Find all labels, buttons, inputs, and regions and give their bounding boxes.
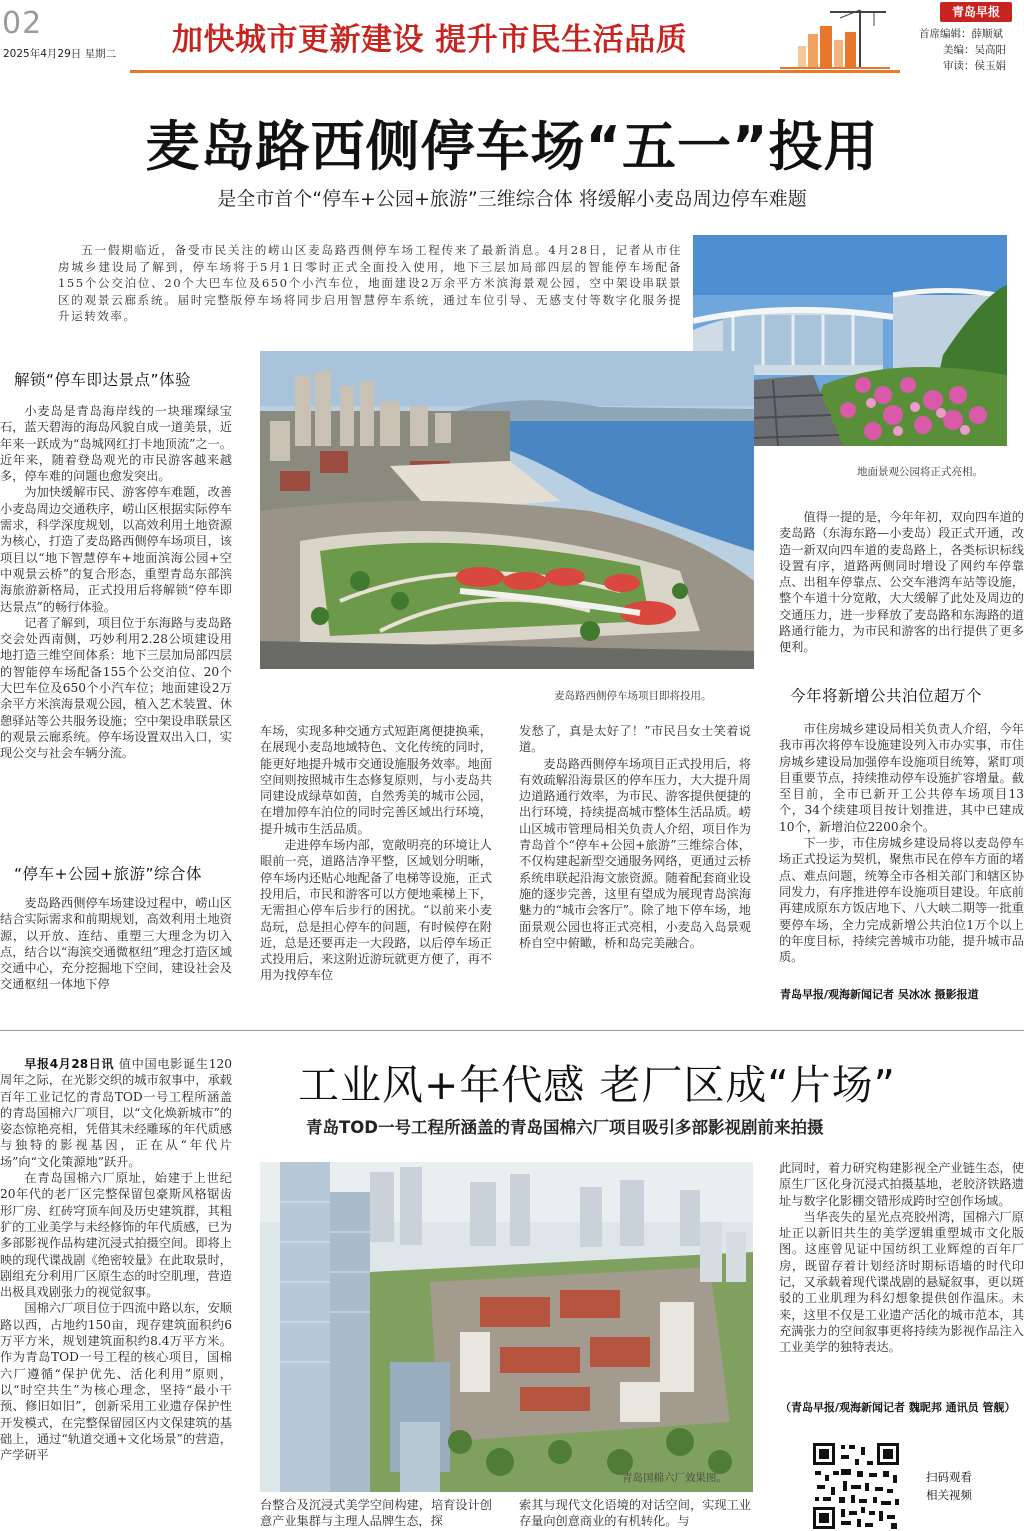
article1-subheadline: 是全市首个“停车+公园+旅游”三维综合体 将缓解小麦岛周边停车难题 — [217, 188, 807, 210]
page-number: 02 — [2, 6, 43, 41]
article1-col1b — [0, 895, 232, 993]
masthead — [0, 0, 1024, 74]
designer-credit: 美编：吴高阳 — [943, 44, 1006, 56]
article1-col1-p2: 为加快缓解市民、游客停车难题，改善小麦岛周边交通秩序，崂山区根据实际停车需求，科学深度规划，以高效利用土地资源为核心，打造了麦岛路西侧停车场项目，该项目以“地下智慧停车+地面滨海公园+空中观景云桥”的复合形态，重塑青岛东部滨海旅游新格局，正式投用后将解锁“停车即达景点”的畅行体验。 — [0, 485, 232, 614]
article2-col4 — [779, 1160, 1024, 1356]
section-title-experience: 解锁“停车即达景点”体验 — [14, 371, 192, 389]
article2-col4-p2: 当华丧失的星光点亮胶州湾，国棉六厂原址正以新旧共生的美学逻辑重塑城市文化版图。这座曾见证中国纺织工业辉煌的百年厂房，既留存着计划经济时期标语墙的时代印记，又承载着现代谍战剧的悬疑叙事，更以斑驳的工业肌理为科幻想象提供创作温床。未来，这里不仅是工业遗产活化的城市范本，其充满张力的空间叙事更将持续为影视作品注入工业美学的独特表达。 — [779, 1209, 1024, 1355]
section-title-new-spaces: 今年将新增公共泊位超万个 — [790, 687, 983, 705]
article1-col2 — [260, 723, 492, 984]
article1-lead: 五一假期临近，备受市民关注的崂山区麦岛路西侧停车场工程传来了最新消息。4月28日，记者从市住房城乡建设局了解到，停车场将于5月1日零时正式全面投入使用，地下三层加局部四层的智能停车场配备155个公交泊位、20个大巴车位及650个小汽车位，地面建设2万余平方米滨海景观公园，空中架设串联景区的观景云廊系统。届时完整版停车场将同步启用智慧停车系统，通过车位引导、无感支付等数字化服务提升运转效率。 — [58, 243, 682, 324]
qr-label-line2: 相关视频 — [926, 1488, 972, 1502]
article1-col1b-p1: 麦岛路西侧停车场建设过程中，崂山区结合实际需求和前期规划，高效利用土地资源，以开放、连结、重塑三大理念为切入点，结合以“海滨交通微枢纽”理念打造区域交通中心，充分挖掘地下空间，建设社会及交通枢纽一体地下停 — [0, 896, 232, 992]
article1-col3-p1: 发愁了，真是太好了！”市民吕女士笑着说道。 — [519, 724, 751, 755]
article1-col4-p1: 值得一提的是，今年年初，双向四车道的麦岛路（东海东路—小麦岛）段正式开通，改造一新双向四车道的麦岛路上，各类标识标线设置有序，道路两侧同时增设了网约车停靠点、出租车停靠点、公交车港湾车站等设施，整个车道十分宽敞，大大缓解了此处及周边的交通压力，进一步释放了麦岛路和东海路的道路通行能力，为市民和游客的出行提供了更多便利。 — [779, 510, 1024, 655]
article1-col4b — [779, 721, 1024, 965]
article1-col1 — [0, 403, 232, 762]
article1-col4 — [779, 509, 1024, 656]
article2-headline: 工业风+年代感 老厂区成“片场” — [298, 1061, 896, 1109]
banner-title: 加快城市更新建设 提升市民生活品质 — [172, 22, 688, 58]
proofreader-credit: 审读：侯玉娟 — [943, 60, 1006, 72]
article2-dateline: 早报4月28日讯 — [24, 1057, 115, 1071]
article1-col3 — [519, 723, 751, 951]
crane-skyline-icon — [780, 4, 890, 70]
article2-col1 — [0, 1056, 232, 1463]
article2-lead-p1 — [0, 1056, 232, 1170]
article2-col4-p1: 此同时，着力研究构建影视全产业链生态，使原生厂区化身沉浸式拍摄基地，老胶济铁路遗址与数字化影棚交错形成跨时空创作场域。 — [779, 1161, 1024, 1208]
section-divider — [0, 1030, 1024, 1031]
article1-col4b-p1: 市住房城乡建设局相关负责人介绍，今年我市再次将停车设施建设列入市办实事，市住房城乡建设局加强停车设施项目统筹，紧盯项目重要节点，持续推动停车设施扩容增量。截至目前，全市已新开工公共停车场项目13个，34个续建项目按计划推进，其中已建成10个，新增泊位2200余个。 — [779, 722, 1024, 834]
issue-date: 2025年4月29日 星期二 — [3, 48, 117, 60]
article1-col3-p2: 麦岛路西侧停车场项目正式投用后，将有效疏解沿海景区的停车压力，大大提升周边道路通行效率，为市民、游客提供便捷的出行环境，持续提高城市整体生活品质。崂山区城市管理局相关负责人介绍，项目作为青岛首个“停车+公园+旅游”三维综合体，不仅构建起新型交通服务网络，更通过云桥系统串联起沿海文旅资源。随着配套商业设施的逐步完善，这里有望成为展现青岛滨海魅力的“城市会客厅”。除了地下停车场，地面景观公园也将正式亮相，小麦岛入岛景观桥自空中俯瞰，桥和岛完美融合。 — [519, 756, 751, 950]
article1-col2-p1: 车场，实现多种交通方式短距离便捷换乘，在展现小麦岛地域特色、文化传统的同时，能更好地提升城市交通设施服务效率。地面空间则按照城市生态修复原则，与小麦岛共同建设成绿草如茵，自然秀美的城市公园，在增加停车泊位的同时完善区域出行环境，提升城市生活品质。 — [260, 724, 492, 836]
editor-credit: 首席编辑：薛顺斌 — [919, 28, 1003, 40]
article1-byline: 青岛早报/观海新闻记者 吴冰冰 摄影报道 — [780, 988, 979, 1001]
article1-col4b-p2: 下一步，市住房城乡建设局将以麦岛停车场正式投运为契机，聚焦市民在停车方面的堵点、难点问题，统筹全市各相关部门和辖区协同发力，有序推进停车设施项目建设。年底前再建成原东方饭店地下、八大峡二期等一批重要停车场，全力完成新增公共泊位1万个以上的年度目标，持续完善城市功能，提升城市品质。 — [779, 836, 1024, 965]
article1-col2-p2: 走进停车场内部，宽敞明亮的环境让人眼前一亮，道路洁净平整，区域划分明晰，停车场内还贴心地配备了电梯等设施，正式投用后，市民和游客可以方便地乘梯上下，无需担心停车后步行的困扰。“以前来小麦岛玩，总是担心停车的问题，有时候停在附近，总是还要再走一大段路，以后停车场正式投用后，来这附近游玩就更方便了，再不用为找停车位 — [260, 838, 492, 983]
photo-parking-aerial-caption: 麦岛路西侧停车场项目即将投用。 — [554, 690, 712, 702]
qr-label-line1: 扫码观看 — [926, 1470, 972, 1484]
article2-col2: 台整合及沉浸式美学空间构建，培育设计创意产业集群与主理人品牌生态，探 — [260, 1498, 492, 1529]
photo-landscape-park-caption: 地面景观公园将正式亮相。 — [857, 466, 983, 478]
section-title-complex: “停车+公园+旅游”综合体 — [14, 865, 203, 883]
photo-cotton-mill-rendering — [260, 1162, 753, 1492]
article2-lead-p1-text: 值中国电影诞生120周年之际，在光影交织的城市叙事中，承载百年工业记忆的青岛TOD一号工程所涵盖的青岛国棉六厂项目，以“文化焕新城市”的姿态惊艳亮相，凭借其未经雕琢的年代质感与独特的影视基因，正在从“年代片场”向“文化策源地”跃升。 — [0, 1057, 233, 1169]
paper-logo — [940, 2, 1012, 22]
article2-col3: 索其与现代文化语境的对话空间，实现工业存量向创意商业的有机转化。与 — [519, 1498, 751, 1529]
article1-col1-p1: 小麦岛是青岛海岸线的一块璀璨绿宝石，蓝天碧海的海岛风貌自成一道美景，近年来一跃成为“岛城网红打卡地顶流”之一。近年来，随着登岛观光的市民游客越来越多，停车难的问题也愈发突出。 — [0, 404, 232, 484]
article2-subheadline: 青岛TOD一号工程所涵盖的青岛国棉六厂项目吸引多部影视剧前来拍摄 — [306, 1118, 824, 1137]
article2-lead-p3: 国棉六厂项目位于四流中路以东，安顺路以西，占地约150亩，现存建筑面积约6万平方米，规划建筑面积约8.4万平方米。作为青岛TOD一号工程的核心项目，国棉六厂遵循“保护优先、活化利用”原则，以“时空共生”为核心理念，坚持“最小干预、修旧如旧”，创新采用工业遗存保护性开发模式，在完整保留园区内文保建筑的基础上，通过“轨道交通+文化场景”的营造，产学研平 — [0, 1301, 232, 1463]
article1-headline: 麦岛路西侧停车场“五一”投用 — [145, 115, 879, 178]
paper-logo-text: 青岛早报 — [951, 5, 1000, 19]
photo-parking-aerial — [260, 351, 754, 669]
qr-code[interactable] — [811, 1441, 901, 1531]
article2-lead-p2: 在青岛国棉六厂原址，始建于上世纪20年代的老厂区完整保留包豪斯风格锯齿形厂房、红砖穹顶车间及历史建筑群，其粗犷的工业美学与未经修饰的年代质感，已为多部影视作品构建沉浸式拍摄空间。即将上映的现代谍战剧《绝密较量》在此取景时，剧组充分利用厂区原生态的时空肌理，营造出极具戏剧张力的视觉叙事。 — [0, 1171, 232, 1300]
photo-cotton-mill-caption: 青岛国棉六厂效果图。 — [622, 1472, 727, 1484]
article1-col1-p3: 记者了解到，项目位于东海路与麦岛路交会处西南侧，巧妙利用2.28公顷建设用地打造三维空间体系：地下三层加局部四层的智能停车场配备155个公交泊位、20个大巴车位及650个小汽车位；地面建设2万余平方米滨海景观公园，植入艺术装置、休憩驿站等公共服务设施；空中架设串联景区的观景云廊系统。停车场设置双出入口，实现公交与社会车辆分流。 — [0, 615, 232, 761]
article2-byline: （青岛早报/观海新闻记者 魏昵邦 通讯员 管舰） — [780, 1401, 1016, 1414]
masthead-rule — [130, 70, 900, 73]
